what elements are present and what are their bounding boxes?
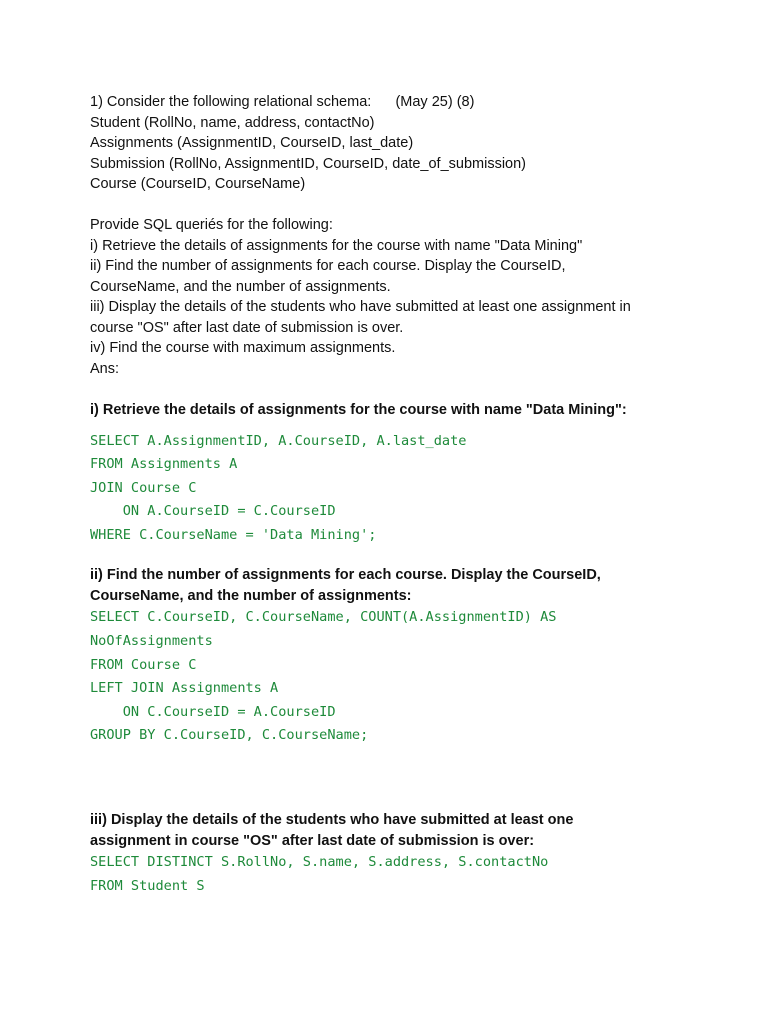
document-page — [90, 92, 710, 898]
answer-block-1 — [90, 400, 710, 547]
question-item: ii) Find the number of assignments for each course. Display the CourseID, — [90, 258, 566, 274]
code-line: WHERE C.CourseName = 'Data Mining'; — [90, 526, 377, 543]
answer-heading: assignment in course "OS" after last date of submission is over: — [90, 832, 535, 849]
code-block — [90, 430, 710, 548]
answer-heading: CourseName, and the number of assignments: — [90, 587, 412, 604]
schema-line: Course (CourseID, CourseName) — [90, 176, 306, 192]
answer-block-3 — [90, 810, 710, 898]
schema-line: Student (RollNo, name, address, contactNo) — [90, 114, 375, 131]
question-item: iv) Find the course with maximum assignments. — [90, 340, 396, 356]
answer-block-2 — [90, 565, 710, 748]
answer-heading: ii) Find the number of assignments for each course. Display the CourseID, — [90, 567, 601, 584]
schema-line: Assignments (AssignmentID, CourseID, last_date) — [90, 135, 414, 151]
answer-heading: i) Retrieve the details of assignments for the course with name "Data Mining": — [90, 402, 627, 418]
answer-heading: iii) Display the details of the students who have submitted at least one — [90, 812, 574, 829]
code-line: FROM Assignments A — [90, 456, 238, 473]
question-item: CourseName, and the number of assignments. — [90, 278, 391, 295]
code-line: LEFT JOIN Assignments A — [90, 680, 279, 697]
code-block — [90, 606, 710, 748]
code-line: SELECT C.CourseID, C.CourseName, COUNT(A.AssignmentID) AS — [90, 609, 557, 626]
schema-line: Submission (RollNo, AssignmentID, CourseID, date_of_submission) — [90, 155, 526, 172]
question-item: i) Retrieve the details of assignments for the course with name "Data Mining" — [90, 237, 583, 254]
code-line: FROM Course C — [90, 656, 197, 673]
code-line: ON C.CourseID = A.CourseID — [90, 703, 336, 720]
code-line: NoOfAssignments — [90, 633, 213, 650]
question-item: course "OS" after last date of submission is over. — [90, 319, 404, 336]
code-line: SELECT DISTINCT S.RollNo, S.name, S.address, S.contactNo — [90, 854, 549, 871]
code-line: FROM Student S — [90, 877, 205, 894]
code-line: ON A.CourseID = C.CourseID — [90, 503, 336, 520]
code-line: SELECT A.AssignmentID, A.CourseID, A.last_date — [90, 432, 467, 449]
code-line: JOIN Course C — [90, 479, 197, 496]
question-item: iii) Display the details of the students who have submitted at least one assignment in — [90, 299, 631, 315]
question-prompt: Provide SQL queriés for the following: — [90, 217, 333, 233]
code-line: GROUP BY C.CourseID, C.CourseName; — [90, 727, 369, 744]
code-block — [90, 851, 710, 898]
answer-label: Ans: — [90, 360, 120, 377]
question-title: 1) Consider the following relational schema: (May 25) (8) — [90, 94, 475, 110]
question-block — [90, 92, 710, 379]
